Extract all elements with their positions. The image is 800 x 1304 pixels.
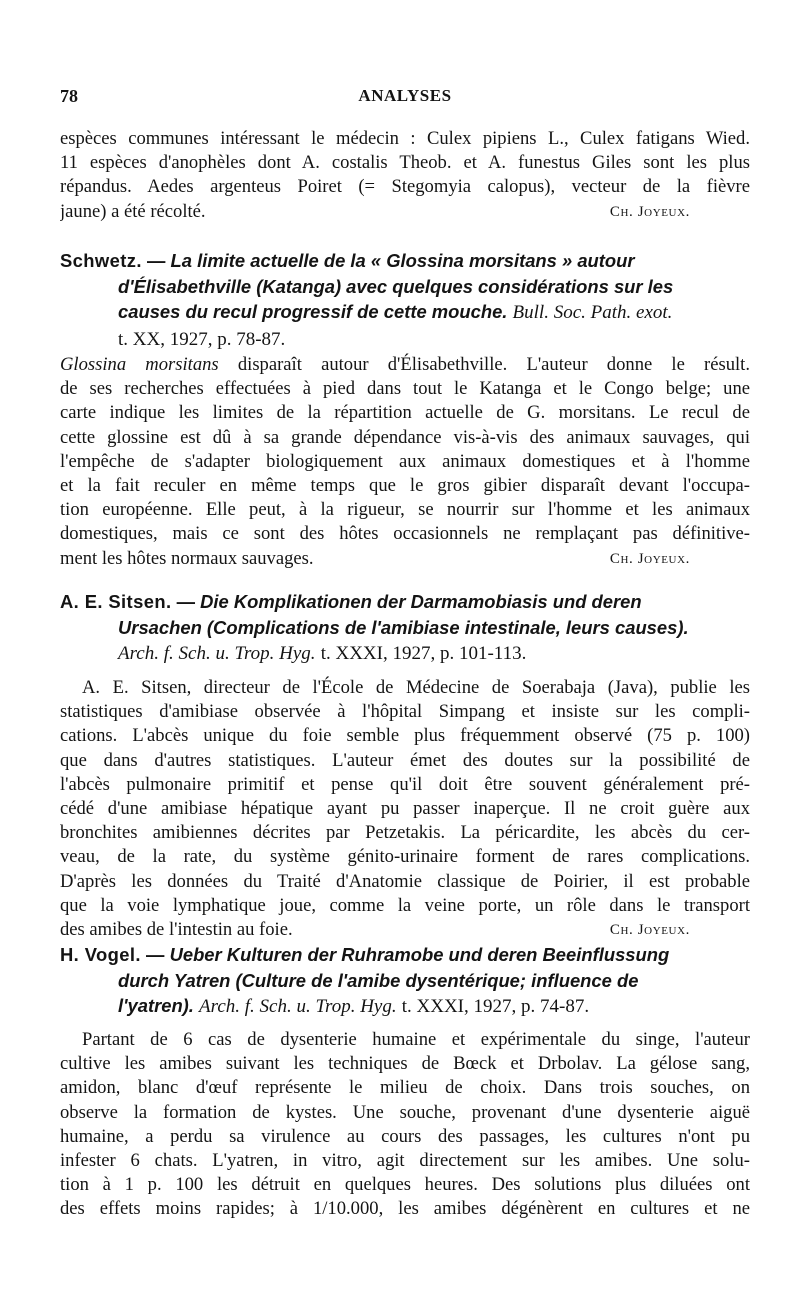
author-name: Schwetz. <box>60 250 142 271</box>
title-line <box>60 589 750 615</box>
text-line: infester 6 chats. L'yatren, in vitro, agit directement sur les amibes. Une solu- <box>60 1150 750 1172</box>
species-name: Glossina morsitans <box>60 354 219 375</box>
author-name: H. Vogel. <box>60 944 141 965</box>
reference-details: t. XXXI, 1927, p. 101-113. <box>320 643 527 664</box>
analysis-heading <box>60 248 750 352</box>
text-line: l'empêche de s'adapter biologiquement aux animaux domestiques et à l'homme <box>60 450 750 472</box>
author-name: A. E. Sitsen. <box>60 591 172 612</box>
article-title: Ursachen (Complications de l'amibiase intestinale, leurs causes). <box>118 616 689 638</box>
title-line <box>60 615 750 641</box>
text-line: espèces communes intéressant le médecin : Culex pipiens L., Culex fatigans Wied. <box>60 128 750 149</box>
text-line: 11 espèces d'anophèles dont A. costalis Theob. et A. funestus Giles sont les plus <box>60 152 750 174</box>
text-line: bronchites amibiennes décrites par Petzetakis. La péricardite, les abcès du cer- <box>60 822 750 844</box>
article-title: d'Élisabethville (Katanga) avec quelques considérations sur les <box>118 275 674 297</box>
text-fragment: disparaît autour d'Élisabethville. L'auteur donne le résult. <box>237 354 750 375</box>
analysis-heading <box>60 589 750 667</box>
text-line: amidon, blanc d'œuf représente le milieu de choix. Dans trois souches, on <box>60 1077 750 1099</box>
text-line <box>60 353 750 377</box>
text-line: que la voie lymphatique joue, comme la veine porte, un rôle dans le transport <box>60 894 750 916</box>
text-fragment: ment les hôtes normaux sauvages. <box>60 547 314 569</box>
text-line: domestiques, mais ce sont des hôtes occasionnels ne remplaçant pas définitive- <box>60 523 750 545</box>
text-fragment: jaune) a été récolté. <box>60 200 206 222</box>
dash: — <box>176 591 196 612</box>
title-line <box>60 274 750 300</box>
article-title: l'yatren). <box>118 995 194 1016</box>
page-header <box>60 86 750 112</box>
text-line: A. E. Sitsen, directeur de l'École de Médecine de Soerabaja (Java), publie les <box>82 677 750 698</box>
title-line <box>60 968 750 994</box>
journal-reference: Arch. f. Sch. u. Trop. Hyg. <box>199 996 397 1017</box>
article-title: durch Yatren (Culture de l'amibe dysentérique; influence de <box>118 969 639 991</box>
text-line: que dans d'autres statistiques. L'auteur émet des doutes sur la possibilité de <box>60 749 750 771</box>
text-line: des effets moins rapides; à 1/10.000, les amibes dégénèrent en cultures et ne <box>60 1198 750 1220</box>
dash: — <box>146 944 165 965</box>
title-line <box>60 326 750 353</box>
text-line: l'abcès pulmonaire primitif et pense qu'il doit être souvent généralement pré- <box>60 773 750 795</box>
text-line: cations. L'abcès unique du foie semble plus fréquemment observé (75 p. 100) <box>60 725 750 747</box>
analysis-body <box>60 1028 750 1222</box>
analysis-body <box>60 353 750 571</box>
text-line: Partant de 6 cas de dysenterie humaine et expérimentale du singe, l'auteur <box>82 1029 750 1050</box>
text-line: et la fait reculer en même temps que le gros gibier disparaît devant l'occupa- <box>60 475 750 497</box>
text-line: carte indique les limites de la répartition actuelle de G. morsitans. Le recul de <box>60 402 750 424</box>
text-line: cédé d'une amibiase hépatique ayant pu passer inaperçue. Il ne croit guère aux <box>60 798 750 820</box>
title-line <box>60 993 750 1020</box>
title-line <box>60 299 750 326</box>
text-line: cette glossine est dû à sa grande dépendance vis-à-vis des animaux sauvages, qui <box>60 426 750 448</box>
signature: Ch. Joyeux. <box>609 550 690 567</box>
text-line: humaine, a perdu sa virulence au cours des passages, les cultures n'ont pu <box>60 1125 750 1147</box>
text-line: tion à 1 p. 100 les détruit en quelques heures. Des solutions plus diluées ont <box>60 1174 750 1196</box>
text-line: observe la formation de kystes. Une souche, provenant d'une dysenterie aiguë <box>60 1101 750 1123</box>
intro-paragraph <box>60 127 750 224</box>
title-line <box>60 942 750 968</box>
text-line: veau, de la rate, du système génito-urinaire forment de rares complications. <box>60 846 750 868</box>
reference-details: t. XX, 1927, p. 78-87. <box>118 328 286 350</box>
text-line: statistiques d'amibiase observée à l'hôpital Simpang et insiste sur les compli- <box>60 701 750 723</box>
title-line <box>60 640 750 667</box>
text-line <box>60 200 750 224</box>
article-title: Die Komplikationen der Darmamobiasis und deren <box>200 591 642 612</box>
dash: — <box>147 250 166 271</box>
article-title: Ueber Kulturen der Ruhramobe und deren Beeinflussung <box>169 944 670 965</box>
text-line: D'après les données du Traité d'Anatomie classique de Poirier, il est probable <box>60 870 750 892</box>
running-head: ANALYSES <box>358 86 452 105</box>
journal-reference: Bull. Soc. Path. exot. <box>512 302 673 323</box>
text-line: de ses recherches effectuées à pied dans tout le Katanga et le Congo belge; une <box>60 378 750 400</box>
page-number: 78 <box>60 86 78 106</box>
analysis-body <box>60 676 750 942</box>
title-line <box>60 248 750 274</box>
article-title: causes du recul progressif de cette mouche. <box>118 301 508 322</box>
text-fragment: des amibes de l'intestin au foie. <box>60 919 293 941</box>
reference-details: t. XXXI, 1927, p. 74-87. <box>401 996 590 1017</box>
article-title: La limite actuelle de la « Glossina morsitans » autour <box>170 250 635 271</box>
signature: Ch. Joyeux. <box>609 203 690 220</box>
text-line: cultive les amibes suivant les techniques de Bœck et Drbolav. La gélose sang, <box>60 1053 750 1075</box>
text-line <box>60 547 750 571</box>
text-line <box>60 918 750 942</box>
journal-reference: Arch. f. Sch. u. Trop. Hyg. <box>118 643 316 664</box>
text-line: répandus. Aedes argenteus Poiret (= Stegomyia calopus), vecteur de la fièvre <box>60 176 750 198</box>
analysis-heading <box>60 942 750 1020</box>
signature: Ch. Joyeux. <box>609 922 690 939</box>
text-line: tion européenne. Elle peut, à la rigueur, se nourrir sur l'homme et les animaux <box>60 499 750 521</box>
